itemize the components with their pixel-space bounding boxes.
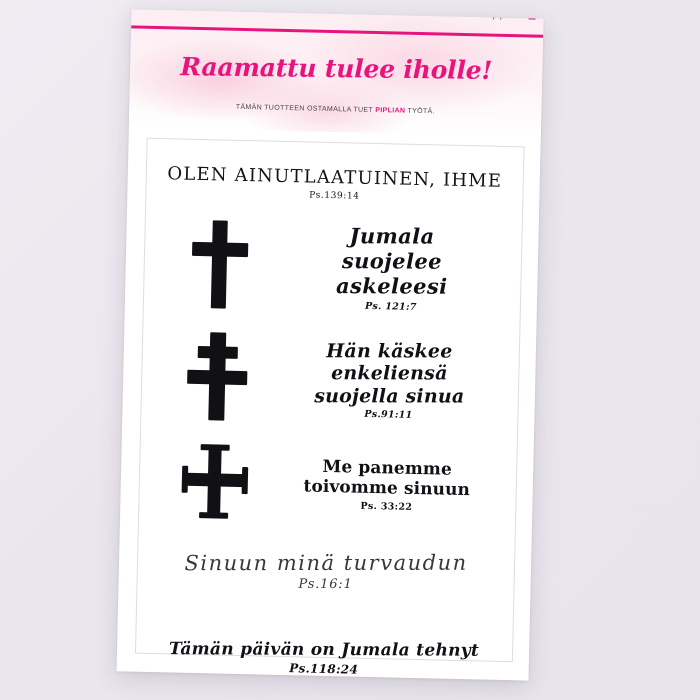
latin-cross-icon	[160, 215, 280, 314]
panel-title: OLEN AINUTLAATUINEN, IHME	[167, 163, 503, 192]
panel-title-reference: Ps.139:14	[309, 190, 360, 202]
verse-line: suojella sinua	[314, 384, 465, 408]
brand-name: piplia.fi	[492, 9, 523, 21]
tattoo-panel	[135, 138, 525, 677]
verse-reference: Ps.91:11	[364, 408, 413, 421]
sheet-header	[129, 9, 544, 136]
product-headline: Raamattu tulee iholle!	[180, 52, 493, 85]
brand-logo	[492, 10, 535, 21]
wide-verse-block	[136, 636, 513, 681]
verse-line: toivomme sinuun	[303, 476, 471, 501]
verse-line: askeleesi	[335, 272, 448, 298]
verse-line: suojelee	[341, 247, 442, 274]
support-note-pre: TÄMÄN TUOTTEEN OSTAMALLA TUET	[235, 103, 376, 114]
verse-reference: Ps.118:24	[289, 661, 359, 677]
verse-reference: Ps.16:1	[298, 576, 353, 593]
verse-line: Me panemme	[322, 456, 453, 480]
verse-reference: Ps. 121:7	[364, 300, 417, 314]
tattoo-row	[141, 329, 519, 430]
verse-block	[273, 456, 500, 515]
verse-line: Hän käskee enkeliensä	[326, 340, 453, 385]
orthodox-cross-icon	[157, 329, 277, 424]
crosslet-cross-icon	[155, 439, 275, 524]
verse-text	[279, 224, 505, 299]
wide-verse-block	[137, 547, 514, 597]
support-note-post: TYÖTÄ.	[405, 107, 435, 116]
support-note	[129, 101, 541, 117]
verse-text: Sinuun minä turvaudun	[184, 550, 468, 576]
tattoo-row	[144, 215, 522, 320]
verse-block	[278, 222, 506, 316]
verse-text	[274, 456, 501, 501]
verse-line: Jumala	[349, 222, 435, 249]
verse-reference: Ps. 33:22	[360, 500, 413, 513]
header-accent-rule	[131, 25, 543, 37]
brand-square-icon	[528, 12, 535, 19]
product-sheet	[117, 9, 544, 680]
support-note-brand: PIPLIAN	[375, 106, 406, 115]
verse-text	[276, 340, 502, 408]
verse-text: Tämän päivän on Jumala tehnyt	[168, 639, 480, 661]
tattoo-row	[139, 439, 517, 530]
verse-block	[275, 338, 503, 424]
